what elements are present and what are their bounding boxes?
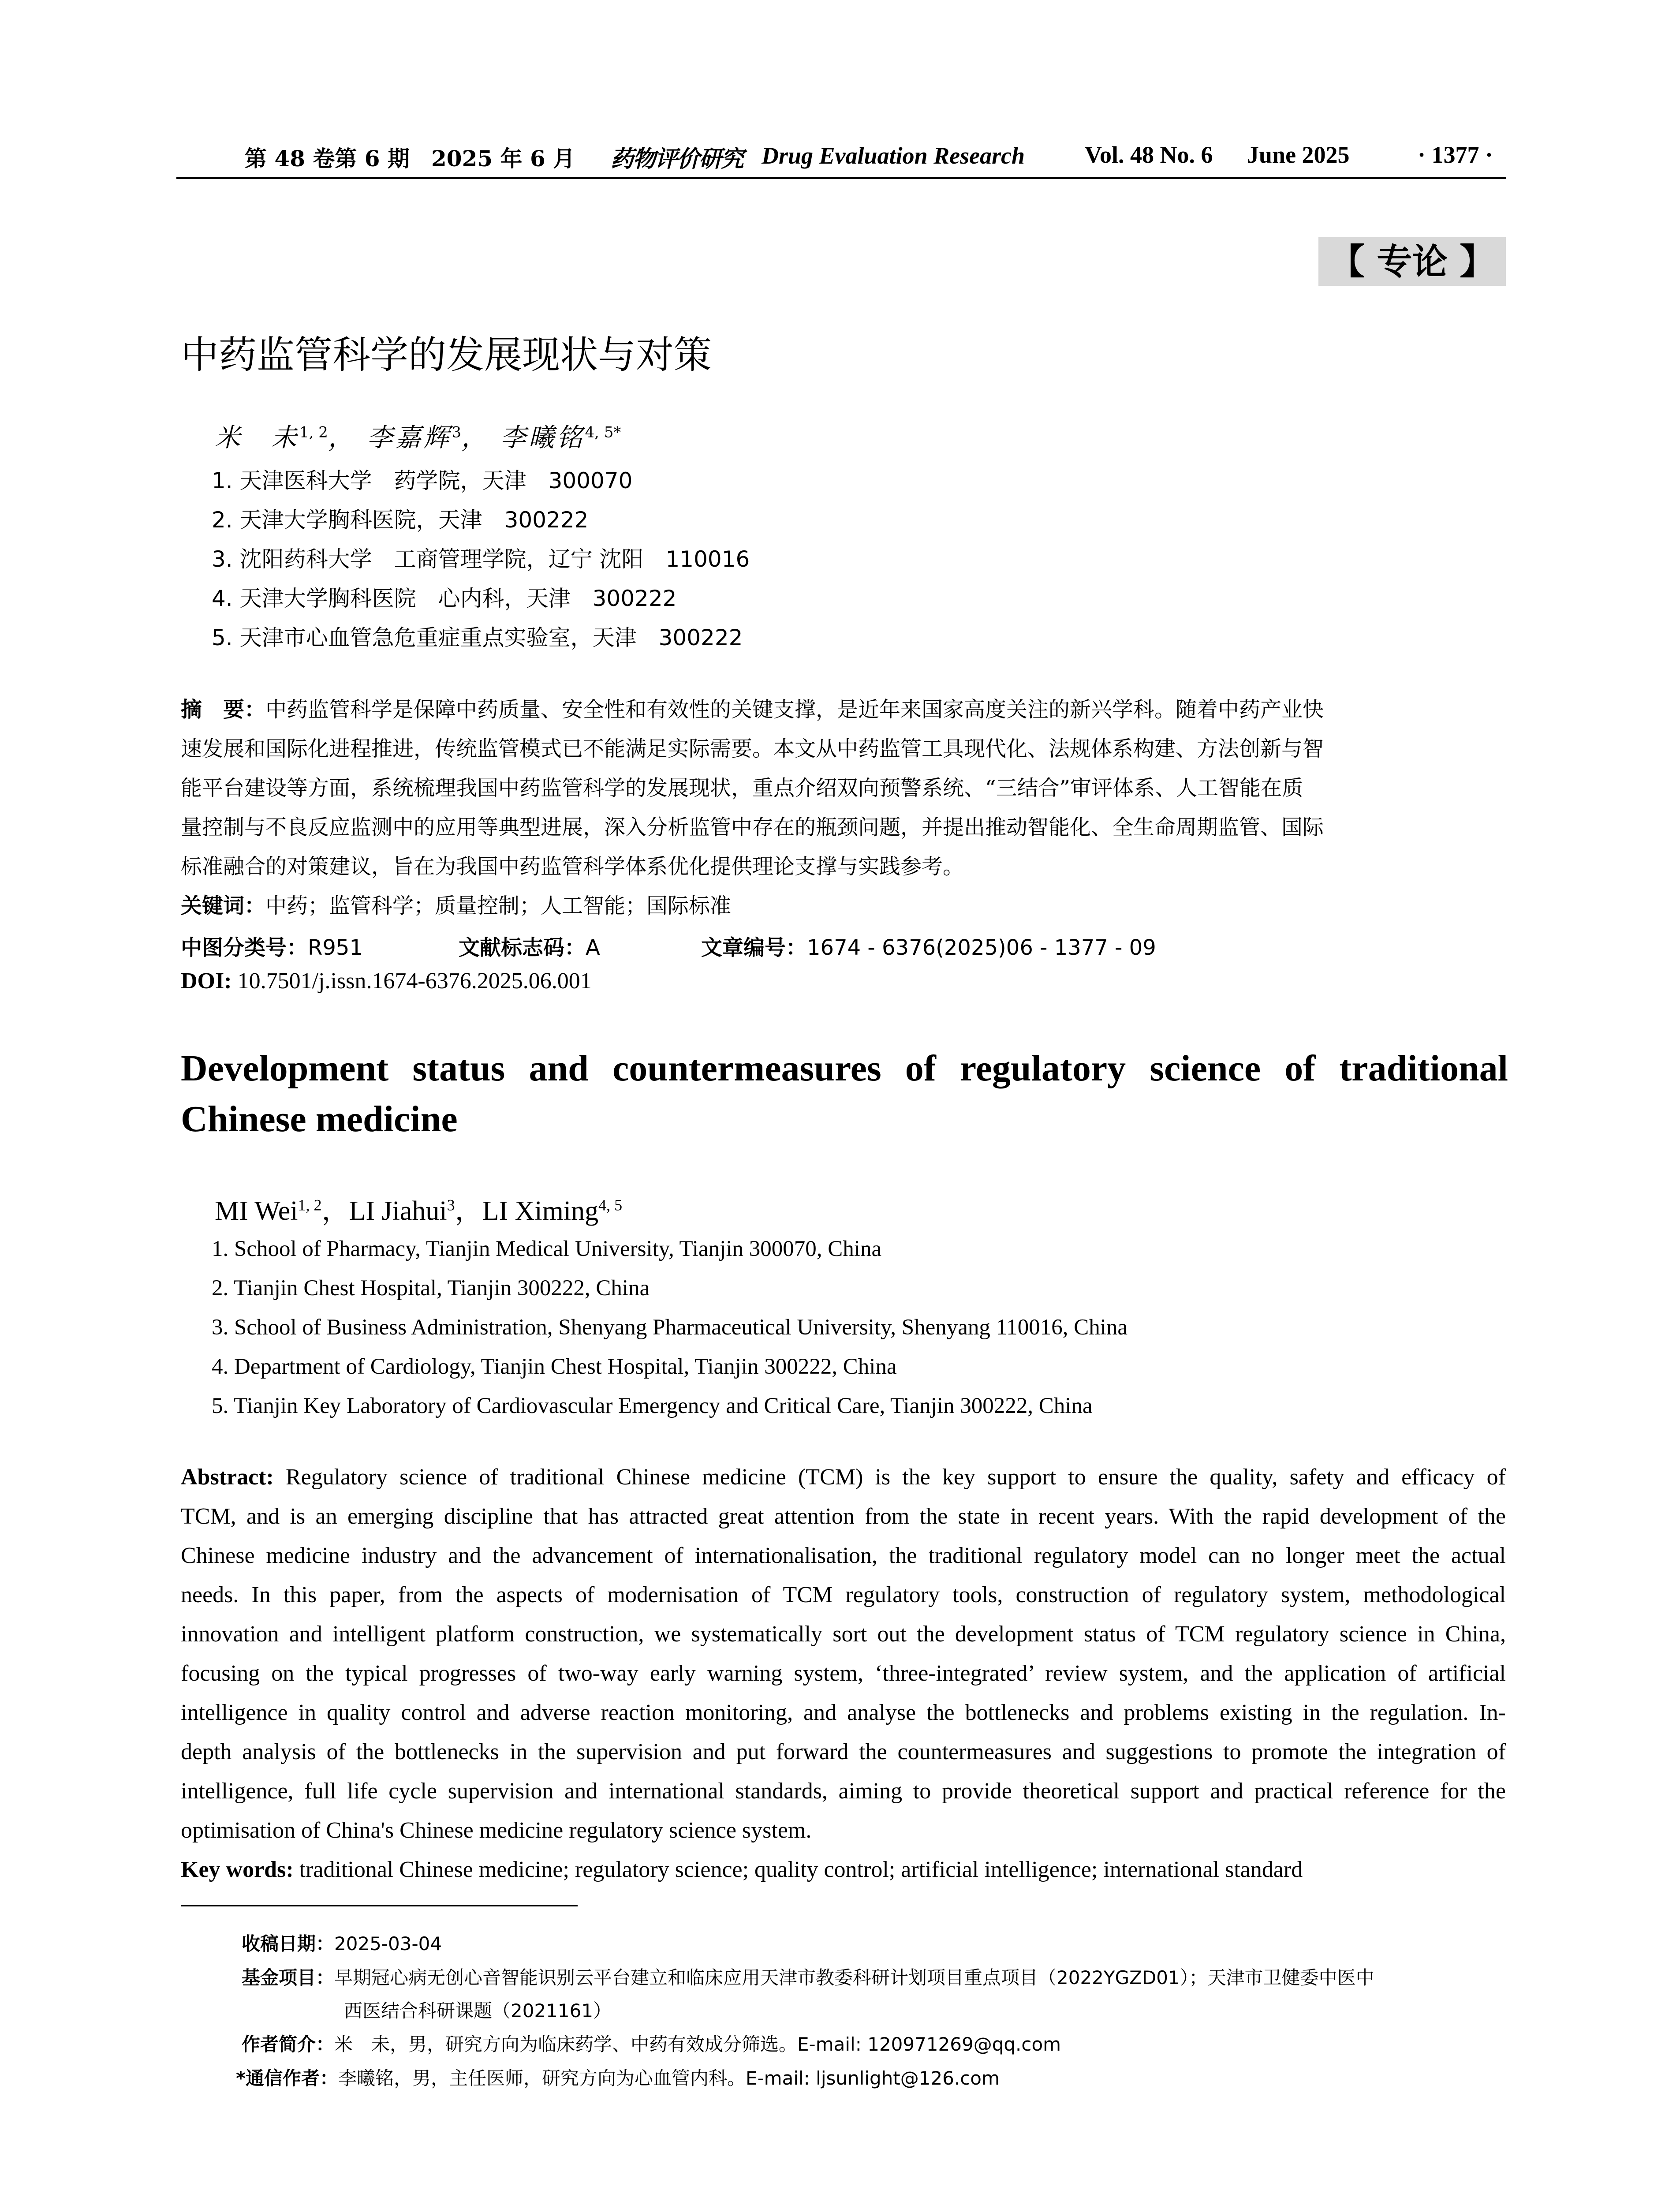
author-name: 米 未 [215,422,300,452]
journal-logo: 药物评价研究 [611,146,743,172]
footnote-rule [181,1905,578,1906]
fund-info [242,1963,1374,1990]
title-line: Chinese medicine [181,1099,458,1140]
affiliation-cn: 1. 天津医科大学 药学院，天津 300070 [212,468,633,493]
header-rule [176,177,1506,179]
keywords-label-en: Key words: [181,1857,294,1882]
abstract-line: 标准融合的对策建议，旨在为我国中药监管科学体系优化提供理论支撑与实践参考。 [181,854,964,879]
author-list-cn [215,417,621,454]
author-name: MI Wei [215,1196,298,1226]
author-bio-label: 作者简介： [242,2033,335,2055]
corresponding-author [236,2064,1000,2090]
doc-code-label: 文献标志码： [459,935,586,960]
author-name: 李曦铭 [500,422,585,452]
author-name: LI Jiahui [349,1196,447,1226]
affiliation-cn: 5. 天津市心血管急危重症重点实验室，天津 300222 [212,625,743,650]
author-name: LI Ximing [482,1196,599,1226]
received-date [242,1929,442,1956]
article-title-en [181,1043,1508,1144]
abstract-line: 速发展和国际化进程推进，传统监管模式已不能满足实际需要。本文从中药监管工具现代化、法规体系构建、方法创新与智 [181,736,1324,761]
abstract-cn [181,690,1506,926]
keywords-label-cn: 关键词： [181,893,266,918]
author-list-en [215,1188,622,1228]
author-affiliation-mark: 4, 5 [598,1196,623,1214]
classification-line [181,931,363,961]
affiliation-en: 5. Tianjin Key Laboratory of Cardiovascular Emergency and Critical Care, Tianjin 300222, China [212,1394,1093,1418]
author-bio [242,2030,1061,2056]
author-affiliation-mark: 3 [452,423,462,441]
clc-value: R951 [308,935,363,960]
header-date-en: June 2025 [1247,142,1350,168]
abstract-line: focusing on the typical progresses of two-way early warning system, ‘three-integrated’ review system, and the application of artificial [181,1661,1506,1686]
affiliation-cn: 4. 天津大学胸科医院 心内科，天津 300222 [212,586,677,611]
author-name: 李嘉辉 [367,422,452,452]
abstract-line: depth analysis of the bottlenecks in the supervision and put forward the countermeasures and suggestions to promote the integration of [181,1739,1506,1764]
affiliation-cn: 2. 天津大学胸科医院，天津 300222 [212,507,589,533]
clc-label: 中图分类号： [181,935,308,960]
author-separator: ， [455,1196,482,1226]
affiliation-cn: 3. 沈阳药科大学 工商管理学院，辽宁 沈阳 110016 [212,546,750,572]
received-label: 收稿日期： [242,1933,335,1955]
author-affiliation-mark: 1, 2 [299,423,328,441]
document-code [459,931,600,961]
page-number: · 1377 · [1418,142,1493,168]
doc-code-value: A [586,935,600,960]
article-no-value: 1674 - 6376(2025)06 - 1377 - 09 [807,935,1156,960]
article-no-label: 文章编号： [701,935,807,960]
affiliation-en: 4. Department of Cardiology, Tianjin Chest Hospital, Tianjin 300222, China [212,1354,897,1379]
fund-line: 西医结合科研课题（2021161） [344,2000,612,2022]
article-title-cn: 中药监管科学的发展现状与对策 [181,333,712,377]
affiliation-en: 1. School of Pharmacy, Tianjin Medical University, Tianjin 300070, China [212,1237,882,1261]
column-tag: 【 专论 】 [1318,237,1506,286]
received-value: 2025-03-04 [334,1933,442,1955]
abstract-line: optimisation of China's Chinese medicine regulatory science system. [181,1818,812,1843]
fund-line: 早期冠心病无创心音智能识别云平台建立和临床应用天津市教委科研计划项目重点项目（2022YGZD01）；天津市卫健委中医中 [334,1967,1374,1988]
fund-label: 基金项目： [242,1967,335,1988]
abstract-line: 中药监管科学是保障中药质量、安全性和有效性的关键支撑，是近年来国家高度关注的新兴学科。随着中药产业快 [265,697,1324,722]
author-separator: ， [328,422,356,452]
doi-value: 10.7501/j.issn.1674-6376.2025.06.001 [237,968,592,994]
abstract-line: TCM, and is an emerging discipline that has attracted great attention from the state in recent years. With the rapid development of the [181,1504,1506,1529]
affiliation-en: 3. School of Business Administration, Shenyang Pharmaceutical University, Shenyang 110016, China [212,1315,1128,1340]
abstract-line: intelligence, full life cycle supervision and international standards, aiming to provide theoretical support and practical reference for the [181,1779,1506,1804]
abstract-line: needs. In this paper, from the aspects of modernisation of TCM regulatory tools, construction of regulatory system, methodological [181,1582,1506,1607]
author-separator: ， [461,422,490,452]
abstract-label-cn: 摘 要： [181,697,266,722]
doi-label: DOI: [181,968,232,994]
header-vol-en: Vol. 48 No. 6 [1085,142,1213,168]
abstract-line: Chinese medicine industry and the advancement of internationalisation, the traditional regulatory model can no longer meet the actual [181,1543,1506,1568]
affiliation-en: 2. Tianjin Chest Hospital, Tianjin 300222, China [212,1276,650,1301]
header-issue-cn: 第 48 卷第 6 期 [245,146,410,172]
author-affiliation-mark: 1, 2 [298,1196,322,1214]
abstract-line: innovation and intelligent platform construction, we systematically sort out the development status of TCM regulatory science in China, [181,1622,1506,1647]
article-number [701,931,1156,961]
doi-line [181,968,592,994]
header-journal-en: Drug Evaluation Research [762,142,1025,169]
keywords-cn: 中药；监管科学；质量控制；人工智能；国际标准 [265,893,732,918]
corresponding-label: *通信作者： [236,2067,338,2089]
author-separator: ， [321,1196,349,1226]
abstract-en [181,1458,1506,1889]
author-affiliation-mark: 4, 5* [585,423,621,441]
abstract-line: 量控制与不良反应监测中的应用等典型进展，深入分析监管中存在的瓶颈问题，并提出推动智能化、全生命周期监管、国际 [181,815,1324,840]
author-affiliation-mark: 3 [447,1196,455,1214]
abstract-line: Regulatory science of traditional Chinese medicine (TCM) is the key support to ensure the quality, safety and efficacy of [285,1465,1506,1490]
title-line: Development status and countermeasures of regulatory science of traditional [181,1048,1508,1089]
header-date-cn: 2025 年 6 月 [431,146,575,172]
keywords-en: traditional Chinese medicine; regulatory science; quality control; artificial intelligence; international standard [299,1857,1303,1882]
author-bio-text: 米 未，男，研究方向为临床药学、中药有效成分筛选。E-mail: 120971269@qq.com [334,2033,1061,2055]
abstract-label-en: Abstract: [181,1465,274,1490]
abstract-line: 能平台建设等方面，系统梳理我国中药监管科学的发展现状，重点介绍双向预警系统、“三结合”审评体系、人工智能在质 [181,776,1303,800]
abstract-line: intelligence in quality control and adverse reaction monitoring, and analyse the bottlenecks and problems existing in the regulation. In- [181,1700,1506,1725]
corresponding-text: 李曦铭，男，主任医师，研究方向为心血管内科。E-mail: ljsunlight@126.com [338,2067,1000,2089]
